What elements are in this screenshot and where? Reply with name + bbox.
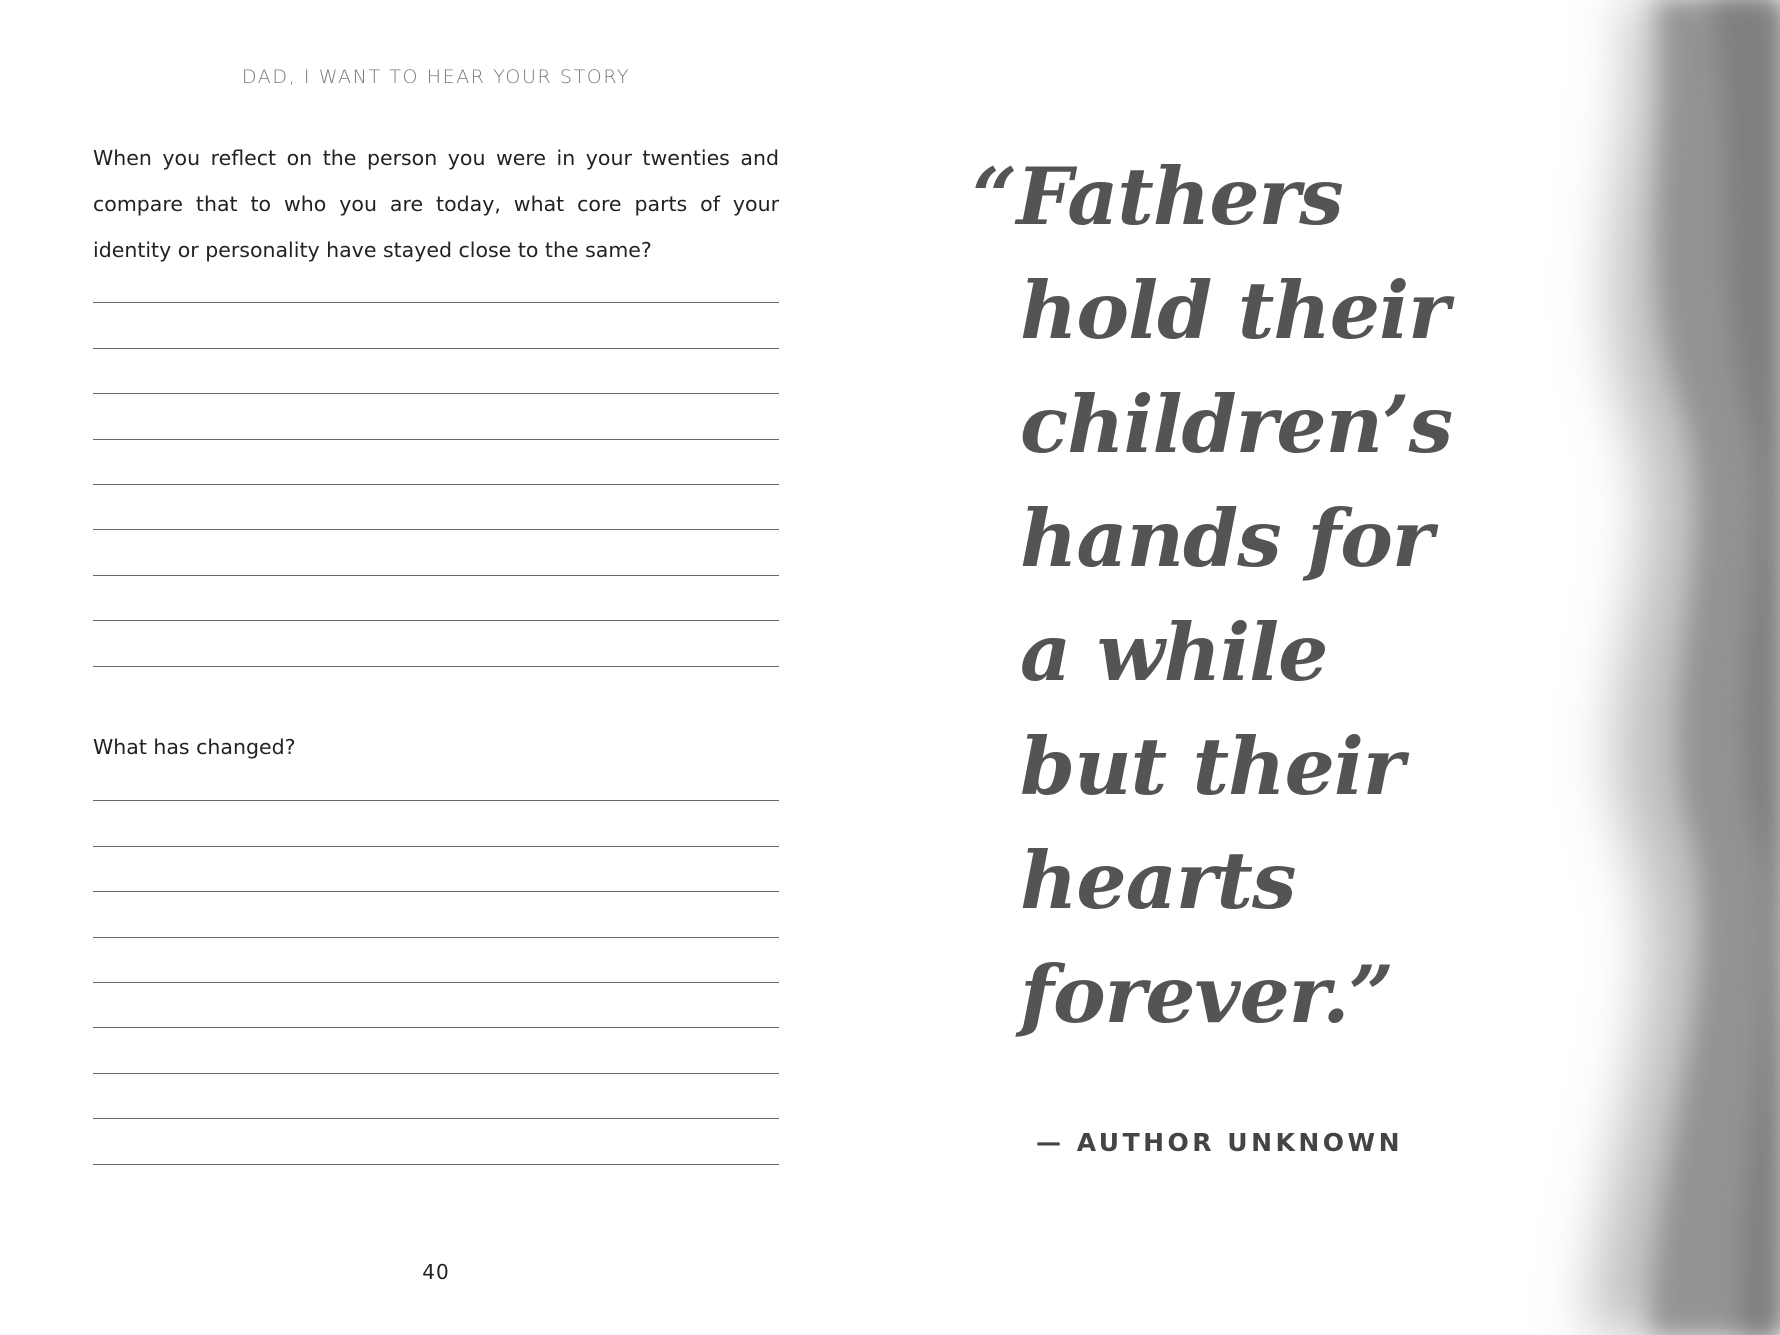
writing-line[interactable] xyxy=(93,756,779,801)
writing-line[interactable] xyxy=(93,1074,779,1119)
writing-line[interactable] xyxy=(93,440,779,485)
writing-line[interactable] xyxy=(93,938,779,983)
quote-line: but their xyxy=(1020,720,1404,813)
quote-line: hold their xyxy=(1020,264,1449,357)
quote-line: forever.” xyxy=(1020,948,1394,1041)
writing-line[interactable] xyxy=(93,847,779,892)
writing-line[interactable] xyxy=(93,258,779,303)
quote-attribution: — AUTHOR UNKNOWN xyxy=(1036,1128,1404,1157)
right-page xyxy=(890,0,1780,1335)
prompt-what-changed: What has changed? xyxy=(93,735,296,759)
writing-line[interactable] xyxy=(93,394,779,439)
running-head: DAD, I WANT TO HEAR YOUR STORY xyxy=(241,66,631,88)
quote-line: hands for xyxy=(1020,492,1433,585)
quote-line: hearts xyxy=(1020,834,1296,927)
writing-line[interactable] xyxy=(93,349,779,394)
page-number: 40 xyxy=(422,1260,450,1284)
quote-line: a while xyxy=(1020,606,1328,699)
prompt-identity-question: When you reflect on the person you were in your twenties and compare that to who you are today, what core parts of your identity or personality have stayed close to the same? xyxy=(93,146,779,262)
writing-line[interactable] xyxy=(93,1028,779,1073)
writing-line[interactable] xyxy=(93,801,779,846)
writing-lines-identity[interactable] xyxy=(93,258,779,667)
quote-line: children’s xyxy=(1020,378,1453,471)
writing-line[interactable] xyxy=(93,983,779,1028)
writing-line[interactable] xyxy=(93,621,779,666)
writing-line[interactable] xyxy=(93,892,779,937)
writing-line[interactable] xyxy=(93,530,779,575)
quote-line: “Fathers xyxy=(972,150,1343,243)
writing-line[interactable] xyxy=(93,485,779,530)
writing-line[interactable] xyxy=(93,576,779,621)
writing-lines-changes[interactable] xyxy=(93,756,779,1165)
writing-line[interactable] xyxy=(93,303,779,348)
writing-line[interactable] xyxy=(93,1119,779,1164)
pull-quote xyxy=(972,140,1540,1052)
